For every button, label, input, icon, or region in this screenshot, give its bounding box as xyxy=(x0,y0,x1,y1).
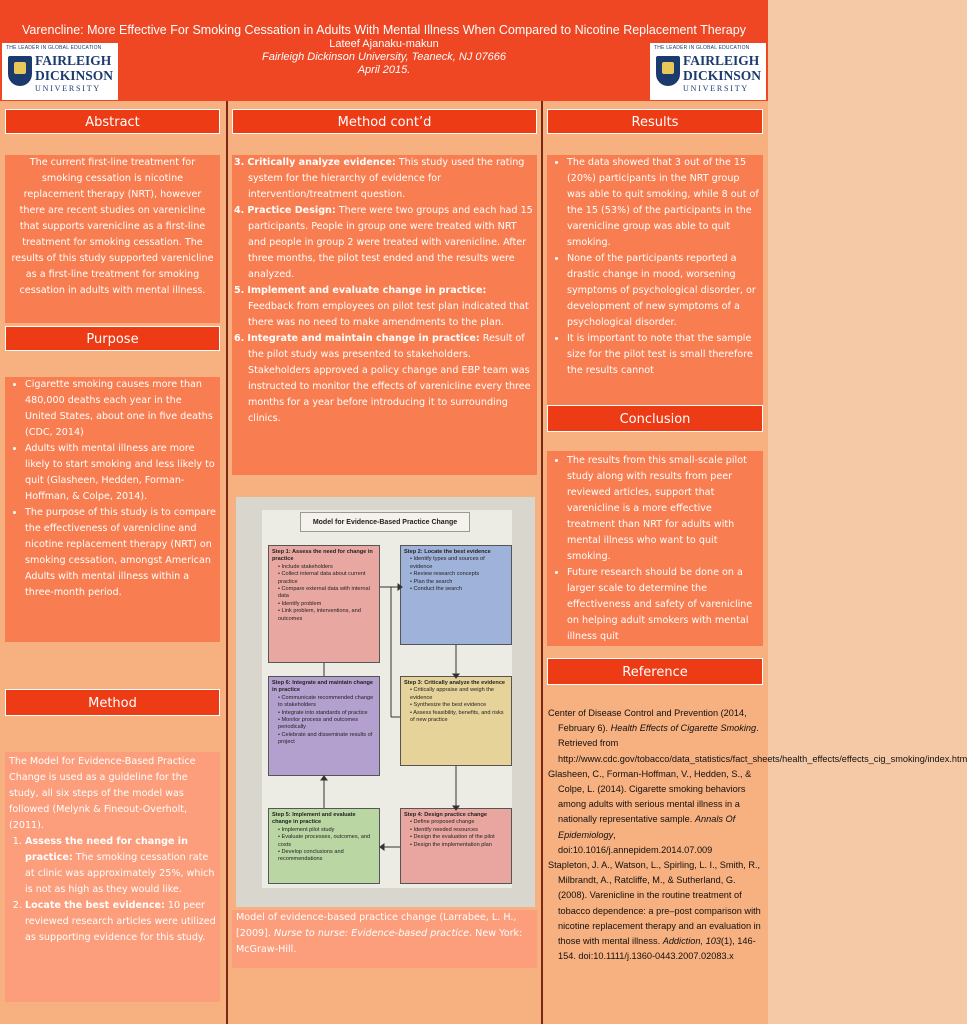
reference-list xyxy=(548,706,967,1002)
shield-icon xyxy=(656,56,680,86)
method-box xyxy=(5,752,220,1002)
method-contd-heading: Method cont’d xyxy=(232,109,537,134)
list-item: • Adults with mental illness are more likely to start smoking and less likely to quit (Glasheen, Hedden, Forman-Hoffman, & Colpe, 2014). xyxy=(25,441,216,505)
list-item: 6. Integrate and maintain change in practice: Result of the pilot study was presented to stakeholders. Stakeholders approved a policy change and EBP team was instructed to monitor the effects of varenicline every three months for a year before introducing it to surrounding clinics. xyxy=(234,333,531,424)
column-divider xyxy=(226,101,228,1024)
list-item: • The purpose of this study is to compare the effectiveness of varenicline and nicotine replacement therapy (NRT) on smoking cessation, amongst American Adults with mental illness within a three-month period. xyxy=(25,505,216,601)
arrow-head xyxy=(398,584,402,590)
arrow-head xyxy=(321,776,327,780)
method-intro: The Model for Evidence-Based Practice Change is used as a guideline for the study, all six steps of the model was followed (Melynk & Fineout-Overholt, (2011). xyxy=(9,756,196,831)
reference-item: Stapleton, J. A., Watson, L., Spirling, L. I., Smith, R., Milbrandt, A., Ratcliffe, M., & Sutherland, G. (2008). Varenicline in the routine treatment of tobacco dependence: a pre–post comparison with nicotine replacement therapy and an evaluation in those with mental illness. Addiction, 103(1), 146-154. doi:10.1111/j.1360-0443.2007.02083.x xyxy=(548,860,761,962)
university-logo-right: THE LEADER IN GLOBAL EDUCATION FAIRLEIGH DICKINSON UNIVERSITY xyxy=(650,43,766,100)
conclusion-heading: Conclusion xyxy=(547,405,763,432)
purpose-box xyxy=(5,377,220,642)
list-item: 1. Assess the need for change in practice: The smoking cessation rate at clinic was approximately 25%, which is not as high as they would like. xyxy=(25,834,216,898)
arrow-head xyxy=(380,844,384,850)
model-step-5: Step 5: Implement and evaluate change in practice • Implement pilot study • Evaluate processes, outcomes, and costs • Develop conclusions and recommendations xyxy=(268,808,380,884)
list-item: • Cigarette smoking causes more than 480,000 deaths each year in the United States, about one in five deaths (CDC, 2014) xyxy=(25,377,216,441)
list-item: 5. Implement and evaluate change in practice: Feedback from employees on pilot test plan indicated that there was no need to make amendments to the plan. xyxy=(234,285,529,328)
column-divider xyxy=(541,101,543,1024)
poster-date: April 2015. xyxy=(357,64,411,76)
figure-title: Model for Evidence-Based Practice Change xyxy=(300,512,470,532)
results-list xyxy=(547,155,759,379)
abstract-text: The current first-line treatment for smoking cessation is nicotine replacement therapy (NRT), however there are recent studies on varenicline that supports varenicline as a first-line treatment for smoking cessation. The results of this study supported varenicline as a first-line treatment for smoking cessation in adults with mental illness. xyxy=(5,155,220,323)
university-logo-left: THE LEADER IN GLOBAL EDUCATION FAIRLEIGH DICKINSON UNIVERSITY xyxy=(2,43,118,100)
figure-caption: Model of evidence-based practice change (Larrabee, L. H., [2009]. Nurse to nurse: Evidence-based practice. New York: McGraw-Hill. xyxy=(232,910,537,968)
list-item: 4. Practice Design: There were two groups and each had 15 participants. People in group one were treated with NRT and people in group 2 were treated with varenicline. After three months, the pilot test ended and the results were analyzed. xyxy=(234,205,533,280)
method-steps xyxy=(9,834,216,946)
list-item: 3. Critically analyze evidence: This study used the rating system for the hierarchy of evidence for intervention/treatment question. xyxy=(234,157,525,200)
arrow-head xyxy=(453,674,459,678)
list-item: • Future research should be done on a larger scale to determine the effectiveness and safety of varenicline on helping adult smokers with mental illness quit xyxy=(567,565,759,645)
poster-title: Varencline: More Effective For Smoking Cessation in Adults With Mental Illness When Compared to Nicotine Replacement Therapy xyxy=(22,23,746,37)
affiliation: Fairleigh Dickinson University, Teaneck, NJ 07666 xyxy=(262,51,506,63)
method-heading: Method xyxy=(5,689,220,716)
purpose-list xyxy=(5,377,216,601)
abstract-heading: Abstract xyxy=(5,109,220,134)
list-item: • It is important to note that the sample size for the pilot test is small therefore the results cannot xyxy=(567,331,759,379)
model-step-6: Step 6: Integrate and maintain change in practice • Communicate recommended change to stakeholders • Integrate into standards of practice • Monitor process and outcomes periodically • Celebrate and disseminate results of project xyxy=(268,676,380,776)
purpose-heading: Purpose xyxy=(5,326,220,351)
model-step-3: Step 3: Critically analyze the evidence • Critically appraise and weigh the evidence • Synthesize the best evidence • Assess feasibility, benefits, and risks of new practice xyxy=(400,676,512,766)
model-step-4: Step 4: Design practice change • Define proposed change • Identify needed resources • Design the evaluation of the pilot • Design the implementation plan xyxy=(400,808,512,884)
model-step-1: Step 1: Assess the need for change in practice • Include stakeholders • Collect internal data about current practice • Compare external data with internal data • Identify problem • Link problem, interventions, and outcomes xyxy=(268,545,380,663)
results-box xyxy=(547,155,763,405)
author-name: Lateef Ajanaku-makun xyxy=(329,38,439,50)
list-item: • None of the participants reported a drastic change in mood, worsening symptoms of psychological disorder, or development of new symptoms of a psychological disorder. xyxy=(567,251,759,331)
list-item: 2. Locate the best evidence: 10 peer reviewed research articles were utilized as supporting evidence for this study. xyxy=(25,898,216,946)
figure-arrows xyxy=(236,497,535,907)
results-heading: Results xyxy=(547,109,763,134)
reference-heading: Reference xyxy=(547,658,763,685)
list-item: • The data showed that 3 out of the 15 (20%) participants in the NRT group was able to quit smoking, while 8 out of the 15 (53%) of the participants in the varenicline group was able to quit smoking. xyxy=(567,155,759,251)
method-contd-box xyxy=(232,155,537,475)
reference-item: Center of Disease Control and Prevention (2014, February 6). Health Effects of Cigarette Smoking. Retrieved from http://www.cdc.gov/tobacco/data_statistics/fact_sheets/health_effects/effects_cig_smoking/index.htm xyxy=(548,708,967,764)
shield-icon xyxy=(8,56,32,86)
reference-item: Glasheen, C., Forman-Hoffman, V., Hedden, S., & Colpe, L. (2014). Cigarette smoking behaviors among adults with serious mental illness in a nationally representative sample. Annals Of Epidemiology, doi:10.1016/j.annepidem.2014.07.009 xyxy=(548,768,752,855)
list-item: • The results from this small-scale pilot study along with results from peer reviewed articles, support that varenicline is a more effective treatment than NRT for adults with mental illness who want to quit smoking. xyxy=(567,453,759,565)
conclusion-box xyxy=(547,451,763,646)
model-step-2: Step 2: Locate the best evidence • Identify types and sources of evidence • Review research concepts • Plan the search • Conduct the search xyxy=(400,545,512,645)
conclusion-list xyxy=(547,453,759,645)
arrow-head xyxy=(453,806,459,810)
